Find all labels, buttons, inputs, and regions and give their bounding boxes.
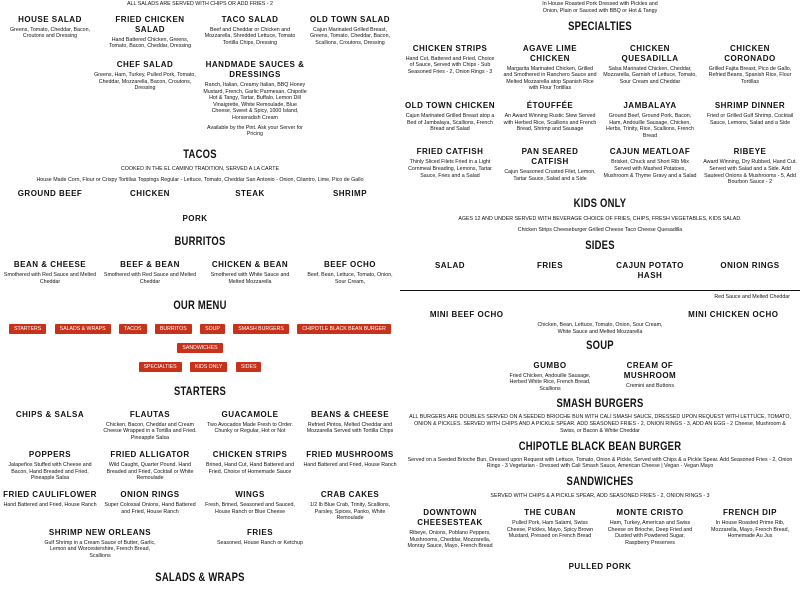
- menu-item: [600, 101, 700, 139]
- item-desc: Cajun Marinated Grilled Breast atop a Bed of Jambalaya, Scallions, French Bread and Salad: [405, 112, 495, 133]
- item-desc: Beef and Cheddar or Chicken and Mozzarella, Shredded Lettuce, Tomato Tortilla Chips, Dressing: [204, 26, 296, 46]
- item-name: THE CUBAN: [524, 508, 576, 518]
- item-desc: In House Roasted Prime Rib, Mozzarella, Mayo, French Bread, Homemade Au Jus: [710, 520, 789, 540]
- item-name: CAJUN POTATO HASH: [616, 261, 684, 281]
- menu-item: [200, 60, 310, 138]
- menu-item: [600, 508, 700, 550]
- pulled-pork-top-note: In House Roasted Pork Dressed with Pickles and Onion, Plain or Sauced with BBQ or Hot & Tangy: [542, 1, 658, 14]
- item-name: JAMBALAYA: [623, 100, 677, 110]
- item-name: CHICKEN STRIPS: [212, 450, 288, 460]
- menu-item: [700, 101, 800, 139]
- item-desc: Smothered with White Sauce and Melted Mozzarella: [210, 272, 290, 285]
- item-name: GUMBO: [533, 360, 567, 370]
- menu-nav-row-2: [0, 355, 400, 374]
- kids-note: AGES 12 AND UNDER SERVED WITH BEVERAGE CHOICE OF FRIES, CHIPS, FRESH VEGETABLES, KIDS SALAD.: [458, 215, 742, 222]
- menu-item: [500, 101, 600, 139]
- menu-item: [400, 562, 800, 572]
- specialties-row-1: [400, 44, 800, 92]
- starters-row-1: [0, 410, 400, 442]
- item-desc: Award Winning, Dry Rubbed, Hand Cut. Served with Salad and a Side. Add Sauteed Onions & Mushrooms - 5, Add Bourbon Sauce - 2: [703, 159, 797, 186]
- item-name: CHICKEN QUESADILLA: [621, 43, 679, 63]
- divider: [400, 290, 800, 291]
- nav-salads-wraps-button[interactable]: SALADS & WRAPS: [55, 324, 111, 334]
- item-name: FRIES: [246, 527, 274, 537]
- item-name: CHICKEN CORONADO: [724, 43, 776, 63]
- item-desc: Brisket, Chuck and Short Rib Mix Served with Mashed Potatoes, Mushroom & Thyme Gravy and a Salad: [603, 159, 697, 179]
- burritos-title: BURRITOS: [174, 236, 226, 249]
- nav-specialties-button[interactable]: SPECIALTIES: [139, 362, 182, 372]
- right-column: [400, 0, 800, 600]
- menu-item: [600, 44, 700, 92]
- item-name: SALAD: [434, 261, 466, 271]
- item-name: PULLED PORK: [568, 561, 632, 571]
- menu-item: [100, 450, 200, 482]
- menu-item: [700, 508, 800, 550]
- item-desc: Fried or Grilled Gulf Shrimp, Cocktail Sauce, Lemons, Salad and a Side: [706, 112, 794, 126]
- menu-item: [100, 15, 200, 50]
- item-desc: Chicken, Bean, Lettuce, Tomato, Onion, Sour Cream, White Sauce and Melted Mozzarella: [537, 322, 663, 335]
- item-desc: Thinly Sliced Filets Fried in a Light Cornmeal Breading, Lemons, Tartar Sauce, Fries and a Salad: [408, 159, 492, 179]
- item-name: CHICKEN: [130, 189, 170, 199]
- menu-item: [500, 508, 600, 550]
- menu-item: [700, 44, 800, 92]
- kids-only-title: KIDS ONLY: [573, 197, 627, 210]
- item-name: ONION RINGS: [720, 261, 780, 271]
- item-desc: Smothered with Red Sauce and Melted Cheddar: [3, 272, 97, 285]
- item-name: CAJUN MEATLOAF: [609, 147, 691, 157]
- item-desc: Ground Beef, Ground Pork, Bacon, Ham, Andouille Sausage, Chicken, Herbs, Trinity, Rice, Scallions, French Bread: [606, 112, 694, 139]
- salads-row-2: [0, 60, 400, 138]
- item-name: PORK: [182, 214, 208, 224]
- menu-item: [300, 15, 400, 50]
- item-name: FRIED ALLIGATOR: [110, 450, 190, 460]
- item-desc: Jalapeños Stuffed with Cheese and Bacon, Hand Breaded and Fried, Pineapple Salsa: [8, 462, 92, 482]
- menu-nav: [0, 317, 400, 355]
- menu-item: [300, 189, 400, 199]
- menu-item: [0, 15, 100, 50]
- item-name: FRENCH DIP: [723, 508, 777, 518]
- tacos-note-2: House Made Corn, Flour or Crispy Tortillas Toppings Regular - Lettuce, Tomato, Cheddar San Antonio - Onion, Cilantro, Lime, Pico de Gallo: [36, 176, 364, 183]
- item-name: SHRIMP: [332, 189, 368, 199]
- item-desc: Cajun Marinated Grilled Breast, Greens, Tomato, Cheddar, Bacon, Scallions, Croutons, Dressing: [310, 26, 390, 46]
- item-name: FRIED CHICKEN SALAD: [115, 14, 185, 34]
- item-desc: Brined, Hand Cut, Hand Battered and Fried, Choice of Homemade Sauce: [205, 462, 295, 475]
- menu-item: [0, 410, 100, 442]
- item-desc: Super Colossal Onions, Hand Battered and Fried, House Ranch: [104, 502, 196, 515]
- item-name: FLAUTAS: [129, 409, 171, 419]
- menu-item: [200, 490, 300, 522]
- item-desc: Two Avocados Made Fresh to Order. Chunky or Regular, Hot or Not: [207, 421, 293, 435]
- item-name: FRIED MUSHROOMS: [306, 450, 394, 460]
- menu-item: [400, 147, 500, 185]
- menu-item: [500, 361, 600, 393]
- nav-starters-button[interactable]: STARTERS: [9, 324, 46, 334]
- item-name: DOWNTOWN CHEESESTEAK: [417, 508, 483, 528]
- kids-items: Chicken Strips Cheeseburger Grilled Cheese Taco Cheese Quesadilla: [517, 226, 683, 233]
- item-name: RIBEYE: [733, 147, 767, 157]
- item-name: MINI CHICKEN OCHO: [688, 310, 779, 320]
- menu-item: [700, 261, 800, 281]
- item-name: CHIPS & SALSA: [15, 409, 85, 419]
- menu-item: [200, 189, 300, 199]
- menu-item: [500, 44, 600, 92]
- sandwiches-title: SANDWICHES: [566, 476, 634, 489]
- menu-item: [0, 528, 200, 560]
- menu-item: [300, 260, 400, 285]
- item-name: SHRIMP DINNER: [714, 100, 786, 110]
- menu-item: [400, 101, 500, 139]
- menu-item: [200, 410, 300, 442]
- sandwiches-note: SERVED WITH CHIPS & A PICKLE SPEAR, ADD SEASONED FRIES - 2, ONION RINGS - 3: [490, 493, 710, 500]
- item-name: BEAN & CHEESE: [13, 260, 87, 270]
- item-name: STEAK: [235, 189, 265, 199]
- item-name: CHICKEN & BEAN: [211, 260, 289, 270]
- nav-chipotle-burger-button[interactable]: CHIPOTLE BLACK BEAN BURGER: [297, 324, 391, 334]
- nav-kids-only-button[interactable]: KIDS ONLY: [190, 362, 227, 372]
- item-desc: Beef, Bean, Lettuce, Tomato, Onion, Sour Cream,: [307, 272, 393, 285]
- starters-row-2: [0, 450, 400, 482]
- specialties-row-3: [400, 147, 800, 185]
- menu-item: [667, 310, 800, 335]
- item-name: MONTE CRISTO: [616, 508, 684, 518]
- chipotle-note: Served on a Seeded Brioche Bun, Dressed upon Request with Lettuce, Tomato, Onion & Pickle, Served with Chips & a Pickle Spear. Add Seasoned Fries - 2, Onion Rings - 3 Vegetarian - Dressed with Cali Smash Sauce, American Cheese | Vegan - Vegan Mayo: [407, 456, 793, 470]
- menu-item: [200, 260, 300, 285]
- item-name: GROUND BEEF: [17, 189, 83, 199]
- item-desc: Ranch, Italian, Creamy Italian, BBQ Honey Mustard, French, Garlic Parmesan, Chipotle Hot & Tangy, Tartar, Buffalo, Lemon Dill Vinaigrette, White Remoulade, Blue Cheese, Sweet & Spicy, 1000 Island, Horseradish Cream: [203, 81, 307, 121]
- item-name: FRIED CAULIFLOWER: [3, 490, 97, 500]
- burritos-list: [0, 260, 400, 285]
- tacos-list: [0, 189, 400, 199]
- item-desc: Pulled Pork, Ham Salami, Swiss Cheese, Pickles, Mayo, Spicy Brown Mustard, Pressed on French Bread: [506, 520, 594, 540]
- item-name: OLD TOWN SALAD: [309, 14, 391, 24]
- item-name: PAN SEARED CATFISH: [521, 147, 579, 167]
- menu-item: [0, 189, 100, 199]
- item-desc: Ribeye, Onions, Poblano Peppers, Mushrooms, Cheddar, Mozzarella, Monray Sauce, Mayo, French Bread: [407, 530, 493, 550]
- item-desc: Salsa Marinated Chicken, Cheddar, Mozzarella, Garnish of Lettuce, Tomato, Sour Cream and Cheddar: [603, 65, 697, 85]
- item-desc: Chicken, Bacon, Cheddar and Cream Cheese Wrapped in a Tortilla and Fried. Pineapple Salsa: [103, 421, 197, 441]
- item-name: FRIES: [536, 261, 564, 271]
- item-extra: Available by the Pint. Ask your Server for Pricing: [207, 124, 303, 138]
- nav-sides-button[interactable]: SIDES: [236, 362, 262, 372]
- item-desc: Seasoned, House Ranch or Ketchup: [217, 539, 303, 546]
- item-desc: Gulf Shrimp in a Cream Sauce of Butter, Garlic, Lemon and Worcestershire, French Bread, Scallions: [44, 539, 156, 560]
- item-name: WINGS: [235, 490, 265, 500]
- menu-item: [400, 508, 500, 550]
- menu-item: [600, 147, 700, 185]
- our-menu-title: OUR MENU: [173, 299, 227, 312]
- menu-item: [100, 490, 200, 522]
- menu-item: [300, 490, 400, 522]
- specialties-row-2: [400, 101, 800, 139]
- item-name: ÉTOUFFÉE: [526, 100, 574, 110]
- salads-wraps-title: SALADS & WRAPS: [155, 571, 245, 584]
- item-name: FRIED CATFISH: [416, 147, 484, 157]
- menu-item: [600, 361, 700, 393]
- menu-item: [0, 260, 100, 285]
- sides-list: [400, 261, 800, 281]
- chipotle-title: CHIPOTLE BLACK BEAN BURGER: [518, 440, 682, 453]
- item-desc: Refried Pintos, Melted Cheddar and Mozzarella Served with Tortilla Chips: [306, 421, 394, 435]
- menu-item: [400, 310, 533, 335]
- menu-item: [500, 147, 600, 185]
- item-name: BEEF OCHO: [323, 260, 377, 270]
- item-desc: Hand Battered and Fried, House Ranch: [3, 502, 97, 509]
- salads-note: ALL SALADS ARE SERVED WITH CHIPS OR ADD FRIES - 2: [127, 1, 273, 7]
- soup-title: SOUP: [586, 339, 614, 352]
- item-desc: Wild Caught, Quarter Pound. Hand Breaded and Fried, Cocktail or White Remoulade: [106, 462, 194, 482]
- menu-item: [400, 261, 500, 281]
- item-desc: Grilled Fajita Breast, Pico de Gallo, Refried Beans, Spanish Rice, Flour Tortillas: [708, 65, 792, 85]
- item-name: HANDMADE SAUCES & DRESSINGS: [205, 59, 305, 79]
- menu-item: [400, 44, 500, 92]
- item-desc: Greens, Tomato, Cheddar, Bacon, Croutons and Dressing: [10, 26, 90, 40]
- item-name: CHEF SALAD: [116, 59, 174, 69]
- item-name: SHRIMP NEW ORLEANS: [48, 527, 152, 537]
- sides-note: Red Sauce and Melted Cheddar: [714, 294, 790, 301]
- nav-soup-button[interactable]: SOUP: [200, 324, 225, 334]
- sides-title: SIDES: [585, 240, 615, 253]
- menu-item: [100, 410, 200, 442]
- item-desc: 1/2 lb Blue Crab, Trinity, Scallions, Parsley, Spices, Panko, White Remoulade: [309, 502, 391, 522]
- menu-item: [300, 410, 400, 442]
- ocho-list: [400, 310, 800, 335]
- menu-item: [100, 189, 200, 199]
- menu-item: [200, 528, 320, 560]
- item-desc: Fresh, Brined, Seasoned and Sauced, House Ranch or Blue Cheese: [205, 502, 295, 515]
- menu-item: [533, 310, 666, 335]
- smash-burgers-title: SMASH BURGERS: [556, 398, 644, 411]
- menu-item: [0, 450, 100, 482]
- item-desc: Hand Cut, Battered and Fried, Choice of Sauce, Served with Chips - Sub Seasoned Fries - 2, Onion Rings - 3: [405, 55, 495, 75]
- salads-row-1: [0, 15, 400, 50]
- item-name: CREAM OF MUSHROOM: [623, 360, 677, 380]
- specialties-title: SPECIALTIES: [568, 20, 632, 33]
- menu-item: [600, 261, 700, 281]
- item-name: AGAVE LIME CHICKEN: [522, 43, 578, 63]
- item-name: CHICKEN STRIPS: [412, 43, 488, 53]
- item-desc: Fried Chicken, Andouille Sausage, Herbed White Rice, French Bread, Scallions: [509, 372, 591, 392]
- item-desc: Hand Battered Chicken, Greens, Tomato, Bacon, Cheddar, Dressing: [108, 36, 192, 50]
- item-desc: Ham, Turkey, American and Swiss Cheese on Brioche, Deep Fried and Dusted with Powdered Sugar, Raspberry Preserves: [607, 520, 693, 546]
- nav-sandwiches-button[interactable]: SANDWICHES: [177, 343, 222, 353]
- item-desc: Hand Battered and Fried, House Ranch: [303, 462, 397, 469]
- item-name: POPPERS: [28, 450, 72, 460]
- tacos-note-1: COOKED IN THE EL CAMINO TRADITION, SERVED A LA CARTE: [120, 165, 280, 172]
- item-desc: Margarita Marinated Chicken, Grilled and Smothered in Ranchero Sauce and Melted Mozzarella atop Spanish Rice with Flour Tortillas: [503, 65, 597, 92]
- menu-item: [90, 60, 200, 138]
- menu-item: [500, 261, 600, 281]
- menu-item: [100, 260, 200, 285]
- item-name: GUACAMOLE: [221, 409, 279, 419]
- menu-item: [200, 15, 300, 50]
- menu-item: [0, 490, 100, 522]
- smash-note: ALL BURGERS ARE DOUBLES SERVED ON A SEEDED BRIOCHE BUN WITH CALI SMASH SAUCE, DRESSED UPON REQUEST WITH LETTUCE, TOMATO, ONION & PICKLES. SERVED WITH CHIPS AND A PICKLE SPEAR. ADD SEASONED FRIES - 2, ONION RINGS - 3, ADD AN EGG - 2 Cheese, Mushroom & Swiss, or Bacon & White Cheddar: [409, 414, 791, 434]
- nav-smash-burgers-button[interactable]: SMASH BURGERS: [233, 324, 289, 334]
- item-desc: Greens, Ham, Turkey, Pulled Pork, Tomato, Cheddar, Mozzarella, Bacon, Croutons, Dressing: [94, 71, 196, 92]
- nav-tacos-button[interactable]: TACOS: [119, 324, 146, 334]
- item-name: BEEF & BEAN: [120, 260, 180, 270]
- item-name: HOUSE SALAD: [18, 14, 82, 24]
- item-name: TACO SALAD: [221, 14, 279, 24]
- item-name: ONION RINGS: [120, 490, 180, 500]
- menu-item: [200, 450, 300, 482]
- item-name: MINI BEEF OCHO: [429, 310, 504, 320]
- sandwiches-list: [400, 508, 800, 550]
- menu-item: [0, 214, 390, 224]
- item-name: OLD TOWN CHICKEN: [404, 100, 496, 110]
- tacos-title: TACOS: [183, 148, 217, 161]
- item-name: CRAB CAKES: [320, 490, 380, 500]
- menu-item: [300, 450, 400, 482]
- item-desc: Smothered with Red Sauce and Melted Cheddar: [103, 272, 197, 285]
- item-desc: An Award Winning Rustic Stew Served with Herbed Rice, Scallions and French Bread, Shrimp and Sausage: [503, 112, 597, 133]
- starters-row-4: [0, 528, 400, 560]
- soup-list: [400, 361, 800, 393]
- item-name: BEANS & CHEESE: [310, 409, 390, 419]
- item-desc: Cajun Seasoned Crusted Filet, Lemon, Tartar Sauce, Salad and a Side: [504, 169, 596, 182]
- starters-title: STARTERS: [173, 385, 227, 398]
- starters-row-3: [0, 490, 400, 522]
- item-desc: Cremini and Buttons: [626, 382, 674, 389]
- nav-burritos-button[interactable]: BURRITOS: [155, 324, 192, 334]
- menu-item: [700, 147, 800, 185]
